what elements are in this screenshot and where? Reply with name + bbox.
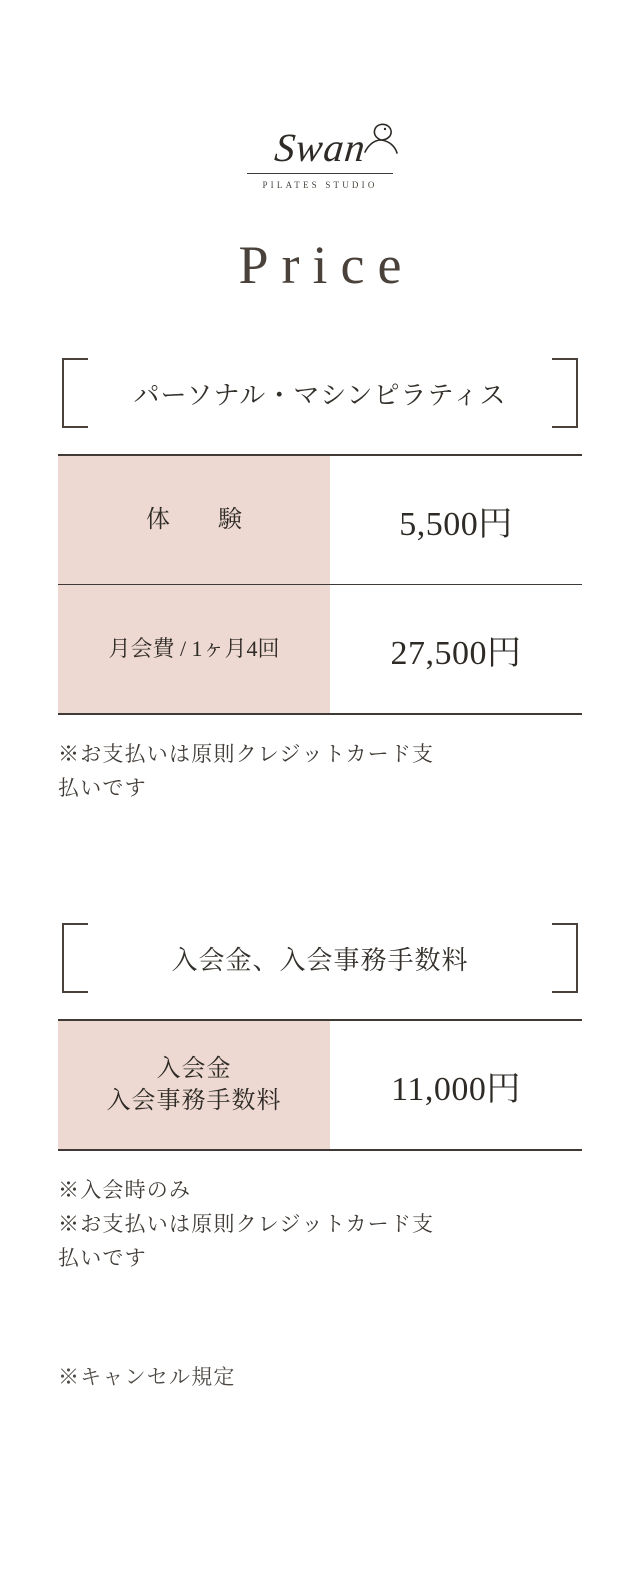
logo-divider <box>247 173 393 174</box>
row-label <box>58 1021 330 1149</box>
note-line: ※入会時のみ <box>58 1178 192 1203</box>
section-enrollment-fee <box>0 923 640 1275</box>
bracket-right-icon <box>552 358 578 428</box>
section-title-2: 入会金、入会事務手数料 <box>171 945 469 975</box>
note-line: ※お支払いは原則クレジットカード支 <box>58 742 435 766</box>
section-notes-2 <box>58 1173 582 1275</box>
section-heading-2 <box>58 923 582 993</box>
logo-subtitle: PILATES STUDIO <box>262 180 378 190</box>
row-label-line2: 入会事務手数料 <box>106 1088 282 1115</box>
page-title: Price <box>238 235 415 295</box>
brand-logo <box>0 125 640 190</box>
price-table-1 <box>58 454 582 715</box>
row-label: 体 験 <box>58 456 330 584</box>
row-value: 27,500円 <box>390 634 522 672</box>
row-value: 5,500円 <box>399 505 513 543</box>
bracket-left-icon <box>62 923 88 993</box>
section-title-1: パーソナル・マシンピラティス <box>133 380 507 410</box>
section-heading-1 <box>58 358 582 428</box>
row-label-line1: 入会金 <box>156 1055 232 1082</box>
table-row <box>58 584 582 713</box>
row-label: 月会費 / 1ヶ月4回 <box>58 585 330 713</box>
table-row <box>58 456 582 584</box>
table-row <box>58 1021 582 1149</box>
swan-icon <box>359 122 399 160</box>
section-notes-1 <box>58 737 582 805</box>
row-value: 11,000円 <box>391 1070 521 1108</box>
section-spacer <box>0 805 640 861</box>
note-line: 払いです <box>58 776 147 801</box>
bracket-left-icon <box>62 358 88 428</box>
price-page <box>0 125 640 1572</box>
note-line: ※お支払いは原則クレジットカード支 <box>58 1212 435 1237</box>
price-table-2 <box>58 1019 582 1151</box>
footer-partial-text: ※キャンセル規定 <box>58 1365 236 1390</box>
logo-wordmark: Swan <box>272 125 368 170</box>
section-personal-pilates <box>0 358 640 805</box>
note-line: 払いです <box>58 1246 147 1271</box>
logo-mark <box>272 125 368 170</box>
bracket-right-icon <box>552 923 578 993</box>
